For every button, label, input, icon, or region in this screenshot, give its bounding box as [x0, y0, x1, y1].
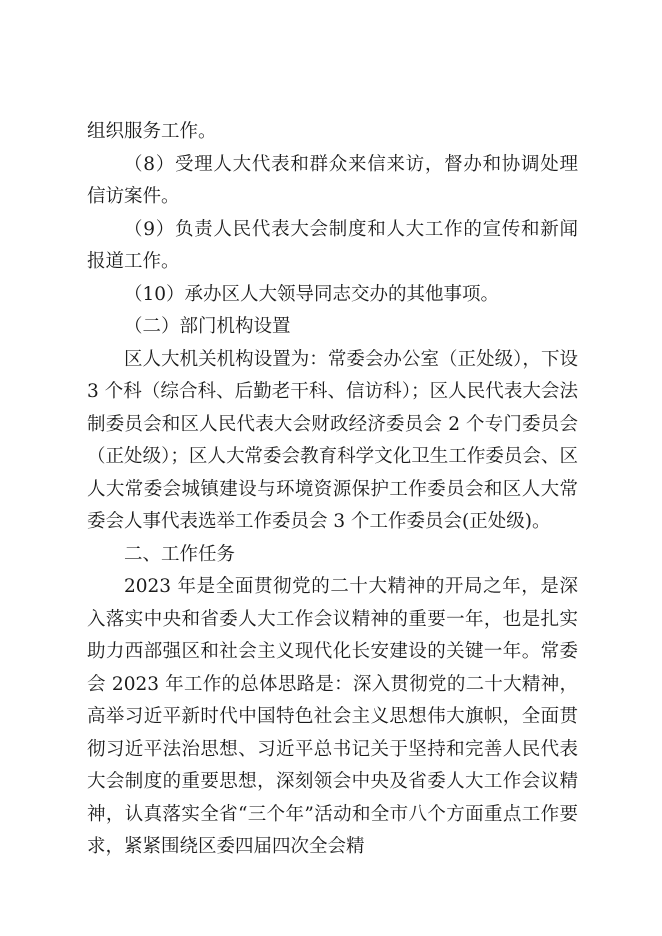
paragraph-item-10: （10）承办区人大领导同志交办的其他事项。: [124, 283, 500, 305]
document-body: [87, 116, 578, 864]
paragraph-item-9: （9）负责人民代表大会制度和人大工作的宣传和新闻报道工作。: [87, 218, 578, 272]
paragraph-structure-description: 区人大机关机构设置为：常委会办公室（正处级），下设 3 个科（综合科、后勤老干科、信访科）；区人民代表大会法制委员会和区人民代表大会财政经济委员会 2 个专门委员会（正处级）；区人大常委会教育科学文化卫生工作委员会、区人大常委会城镇建设与环境资源保护工作委员会和区人大常委会人事代表选举工作委员会 3 个工作委员会(正处级)。: [87, 348, 578, 532]
paragraph-item-8: （8）受理人大代表和群众来信来访，督办和协调处理信访案件。: [87, 153, 578, 207]
paragraph-2023-overview: 2023 年是全面贯彻党的二十大精神的开局之年，是深入落实中央和省委人大工作会议精神的重要一年，也是扎实助力西部强区和社会主义现代化长安建设的关键一年。常委会 2023 年工作的总体思路是：深入贯彻党的二十大精神，高举习近平新时代中国特色社会主义思想伟大旗帜，全面贯彻习近平法治思想、习近平总书记关于坚持和完善人民代表大会制度的重要思想，深刻领会中央及省委人大工作会议精神，认真落实全省“三个年”活动和全市八个方面重点工作要求，紧紧围绕区委四届四次全会精: [87, 576, 578, 857]
section-heading-work-tasks: 二、工作任务: [124, 543, 236, 565]
paragraph-org-service-continuation: 组织服务工作。: [87, 121, 217, 142]
section-heading-department-structure: （二）部门机构设置: [124, 316, 291, 337]
